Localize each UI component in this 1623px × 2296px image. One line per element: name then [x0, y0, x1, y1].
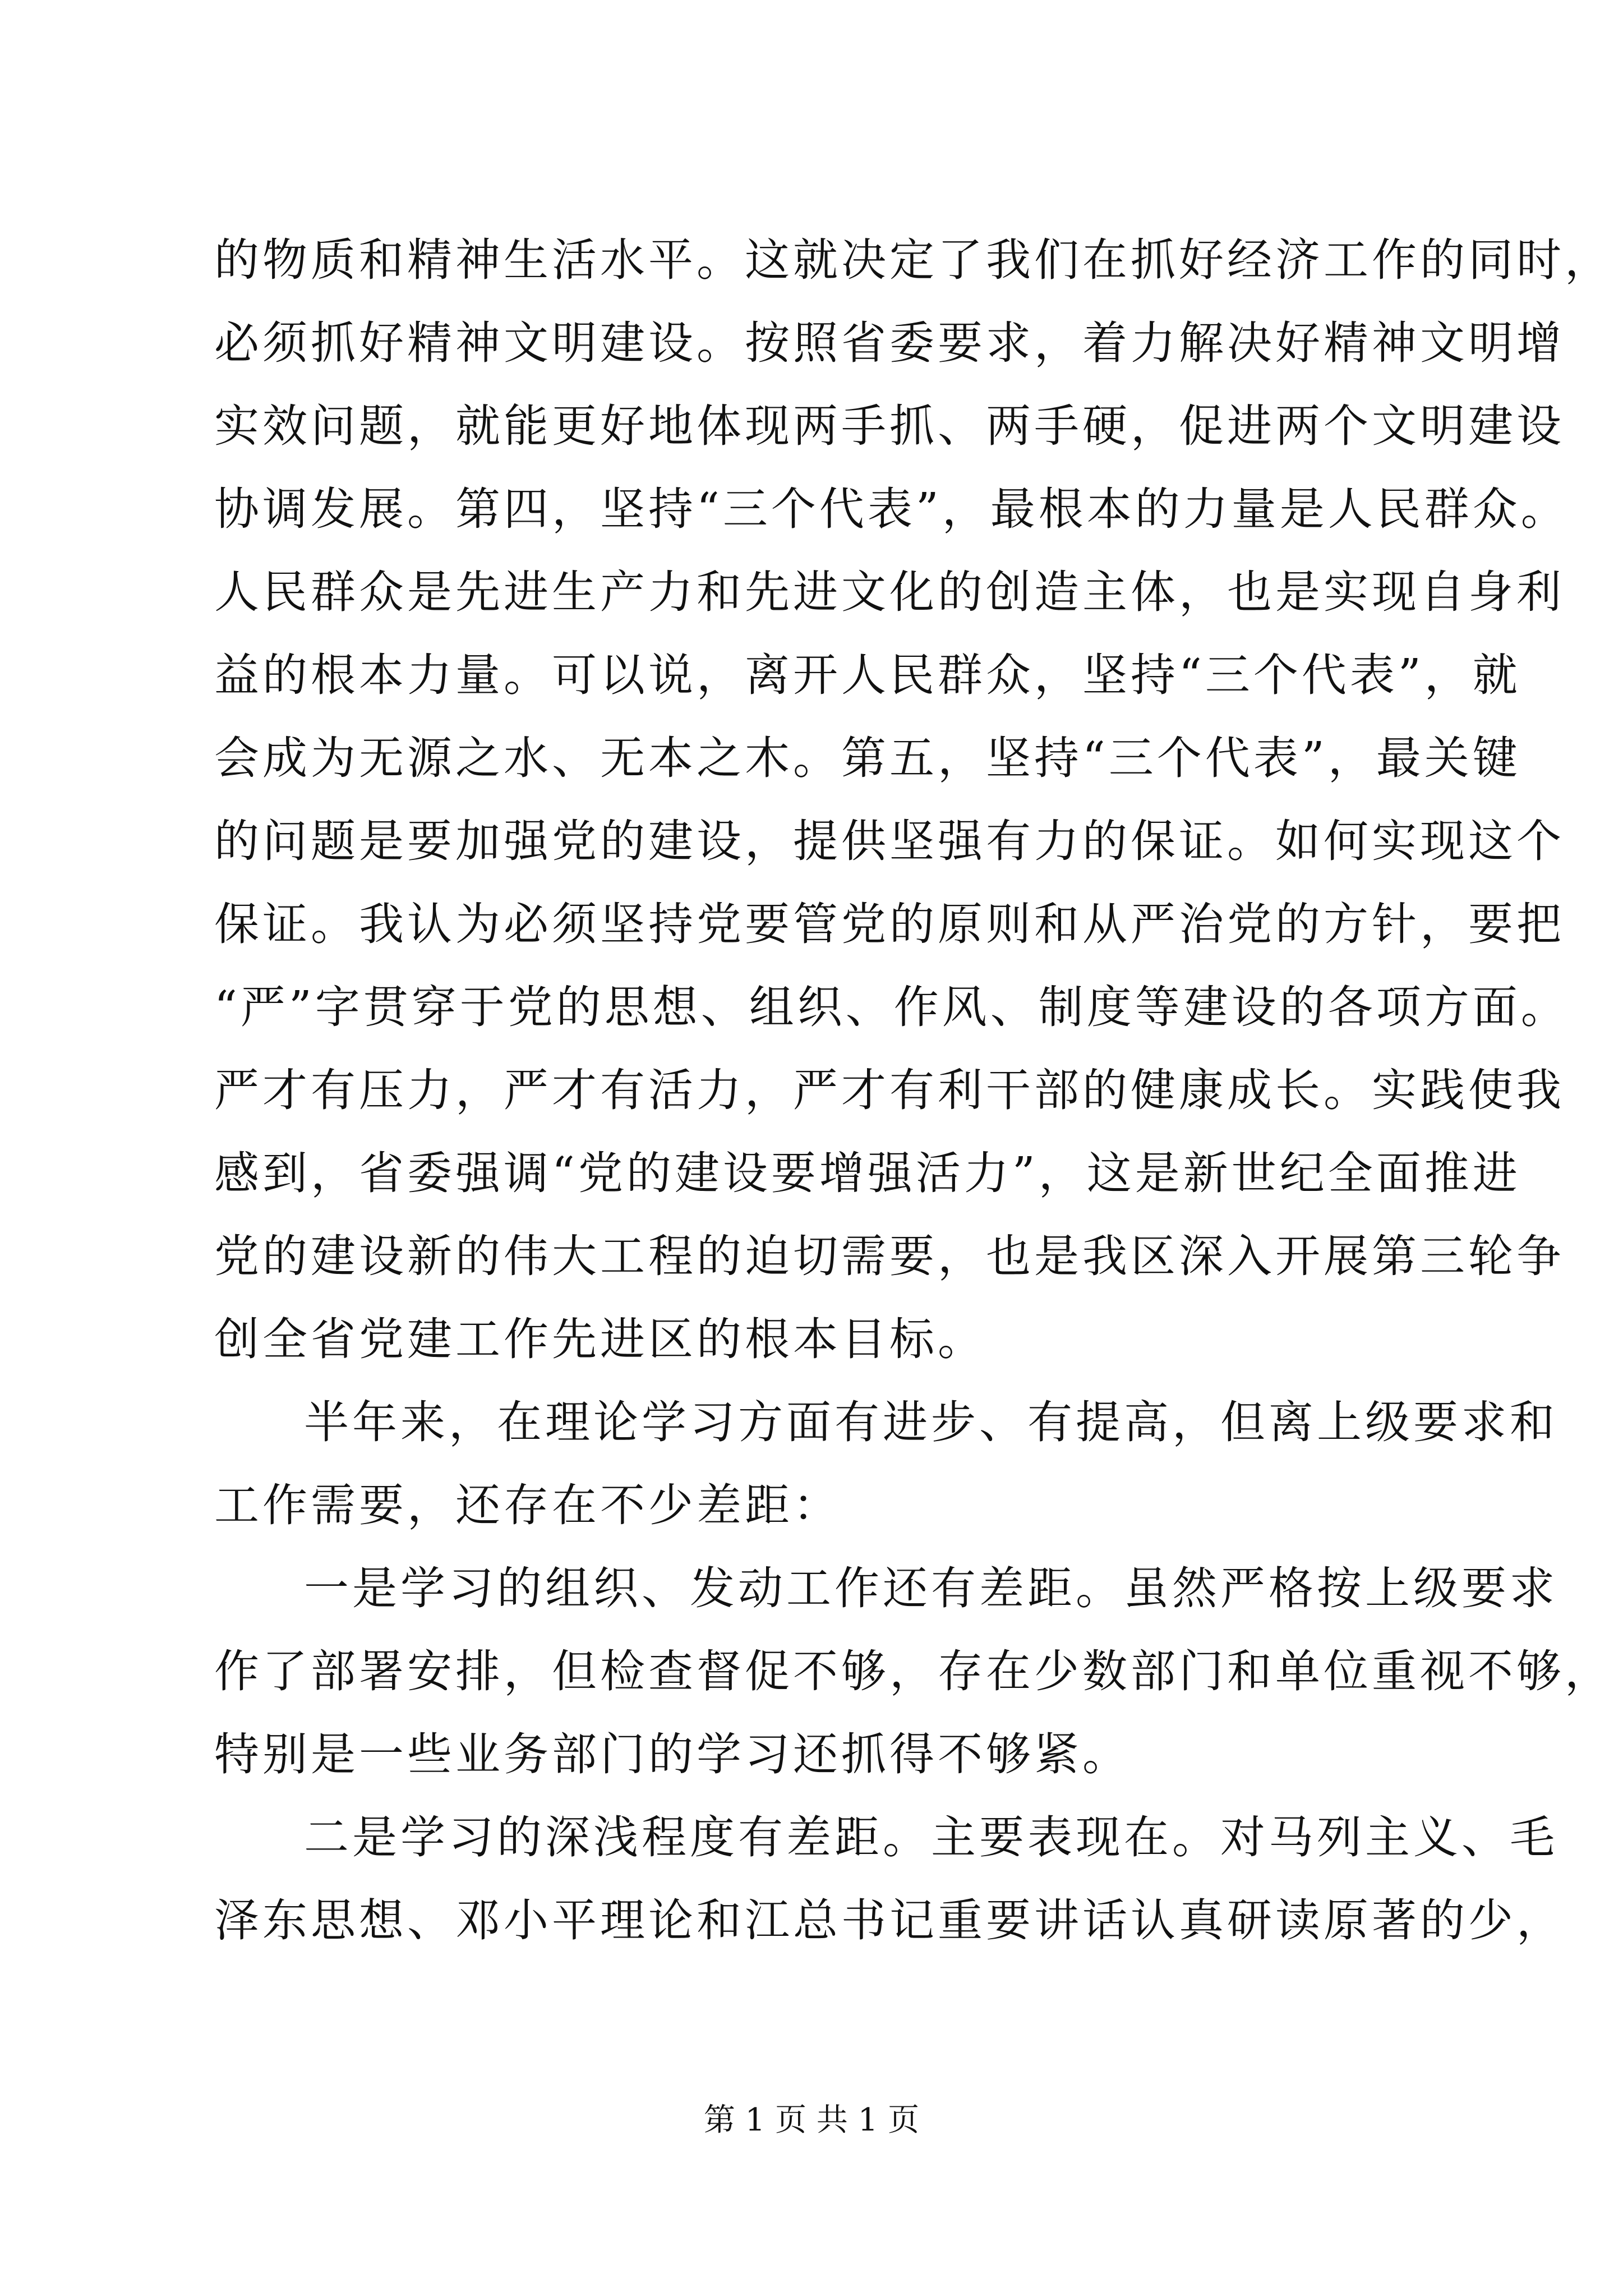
text-line: 作了部署安排，但检查督促不够，存在少数部门和单位重视不够，: [214, 1645, 1613, 1697]
text-line: 创全省党建工作先进区的根本目标。: [214, 1313, 986, 1365]
page-number-footer: 第 1 页 共 1 页: [703, 2102, 920, 2138]
text-line: 协调发展。第四，坚持“三个代表”，最根本的力量是人民群众。: [214, 483, 1569, 535]
text-line: 严才有压力，严才有活力，严才有利干部的健康成长。实践使我: [214, 1064, 1565, 1116]
text-line: 益的根本力量。可以说，离开人民群众，坚持“三个代表”，就: [214, 649, 1521, 701]
text-line: 必须抓好精神文明建设。按照省委要求，着力解决好精神文明增: [214, 317, 1565, 369]
text-line: 实效问题，就能更好地体现两手抓、两手硬，促进两个文明建设: [214, 400, 1565, 452]
text-line: 会成为无源之水、无本之木。第五，坚持“三个代表”，最关键: [214, 732, 1521, 784]
paragraph-first-line: 半年来，在理论学习方面有进步、有提高，但离上级要求和: [304, 1396, 1558, 1448]
text-line: 特别是一些业务部门的学习还抓得不够紧。: [214, 1728, 1131, 1780]
text-line: 保证。我认为必须坚持党要管党的原则和从严治党的方针，要把: [214, 898, 1565, 950]
document-body: [214, 219, 1613, 1962]
text-line: 的问题是要加强党的建设，提供坚强有力的保证。如何实现这个: [214, 815, 1565, 867]
text-line: 泽东思想、邓小平理论和江总书记重要讲话认真研读原著的少，: [214, 1894, 1565, 1947]
text-line: 党的建设新的伟大工程的迫切需要，也是我区深入开展第三轮争: [214, 1230, 1565, 1282]
paragraph-first-line: 二是学习的深浅程度有差距。主要表现在。对马列主义、毛: [304, 1811, 1558, 1864]
text-line: 感到，省委强调“党的建设要增强活力”，这是新世纪全面推进: [214, 1147, 1521, 1199]
paragraph-first-line: 一是学习的组织、发动工作还有差距。虽然严格按上级要求: [304, 1562, 1558, 1614]
text-line: “严”字贯穿于党的思想、组织、作风、制度等建设的各项方面。: [214, 981, 1569, 1033]
text-line: 的物质和精神生活水平。这就决定了我们在抓好经济工作的同时，: [214, 234, 1613, 286]
text-line: 人民群众是先进生产力和先进文化的创造主体，也是实现自身利: [214, 566, 1565, 618]
text-line: 工作需要，还存在不少差距：: [214, 1479, 841, 1531]
